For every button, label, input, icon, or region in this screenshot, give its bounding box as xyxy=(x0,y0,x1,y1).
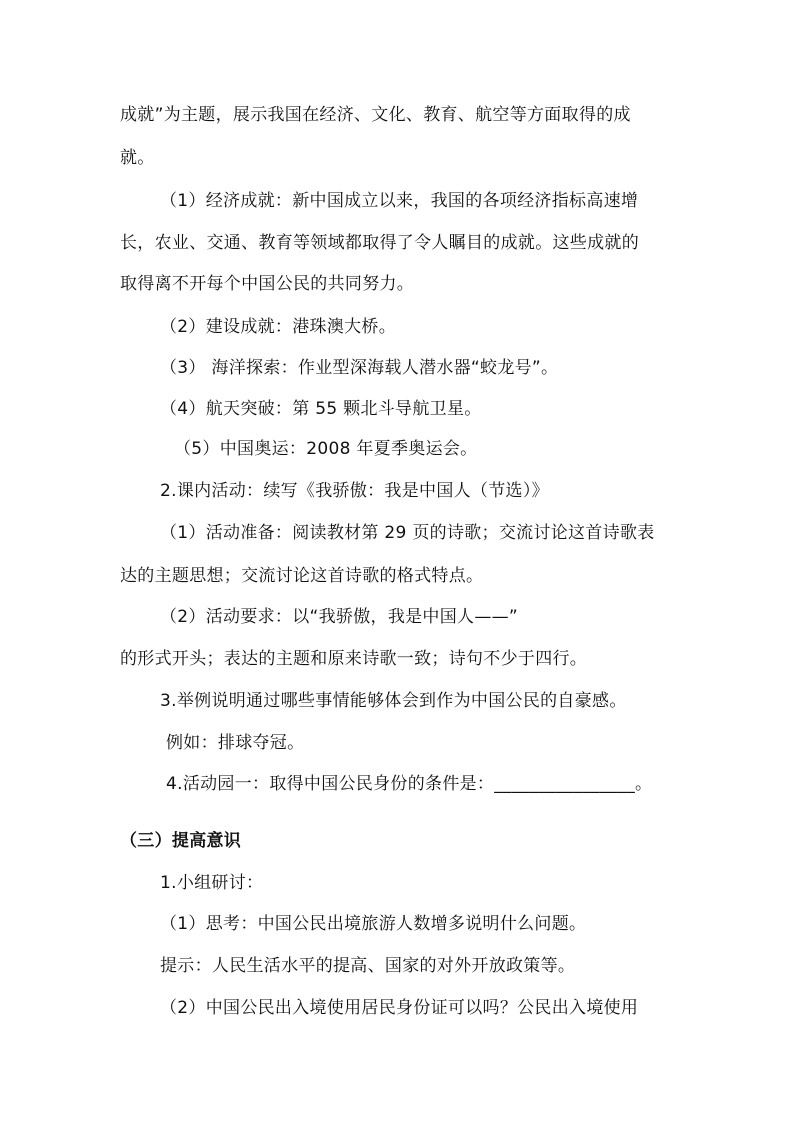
text-line: 4.活动园一：取得中国公民身份的条件是：________________。 xyxy=(166,774,653,794)
text-line: （1）活动准备：阅读教材第 29 页的诗歌；交流讨论这首诗歌表 xyxy=(160,523,655,543)
section-heading: （三）提高意识 xyxy=(120,831,242,851)
text-line: 成就”为主题，展示我国在经济、文化、教育、航空等方面取得的成 xyxy=(120,105,631,125)
text-line: 的形式开头；表达的主题和原来诗歌一致；诗句不少于四行。 xyxy=(120,649,588,669)
text-line: 1.小组研讨： xyxy=(160,873,264,893)
text-line: （1）经济成就：新中国成立以来，我国的各项经济指标高速增 xyxy=(160,191,639,211)
text-line: 取得离不开每个中国公民的共同努力。 xyxy=(120,274,415,294)
text-line: （2）建设成就：港珠澳大桥。 xyxy=(160,317,397,337)
text-line: （3） 海洋探索：作业型深海载人潜水器“蛟龙号”。 xyxy=(160,358,559,378)
text-line: （2）中国公民出入境使用居民身份证可以吗？公民出入境使用 xyxy=(160,998,639,1018)
text-line: 长，农业、交通、教育等领域都取得了令人瞩目的成就。这些成就的 xyxy=(120,233,639,253)
text-line: 例如：排球夺冠。 xyxy=(166,733,305,753)
text-line: 就。 xyxy=(120,148,155,168)
text-line: （1）思考：中国公民出境旅游人数增多说明什么问题。 xyxy=(160,914,587,934)
text-line: （4）航天突破：第 55 颗北斗导航卫星。 xyxy=(160,399,482,419)
section-heading: 2.课内活动：续写《我骄傲：我是中国人（节选）》 xyxy=(160,481,549,501)
text-line: （5）中国奥运：2008 年夏季奥运会。 xyxy=(174,439,478,459)
text-line: 3.举例说明通过哪些事情能够体会到作为中国公民的自豪感。 xyxy=(160,691,627,711)
text-line: （2）活动要求：以“我骄傲，我是中国人——” xyxy=(160,607,519,627)
text-line: 达的主题思想；交流讨论这首诗歌的格式特点。 xyxy=(120,566,484,586)
text-line: 提示：人民生活水平的提高、国家的对外开放政策等。 xyxy=(160,956,576,976)
